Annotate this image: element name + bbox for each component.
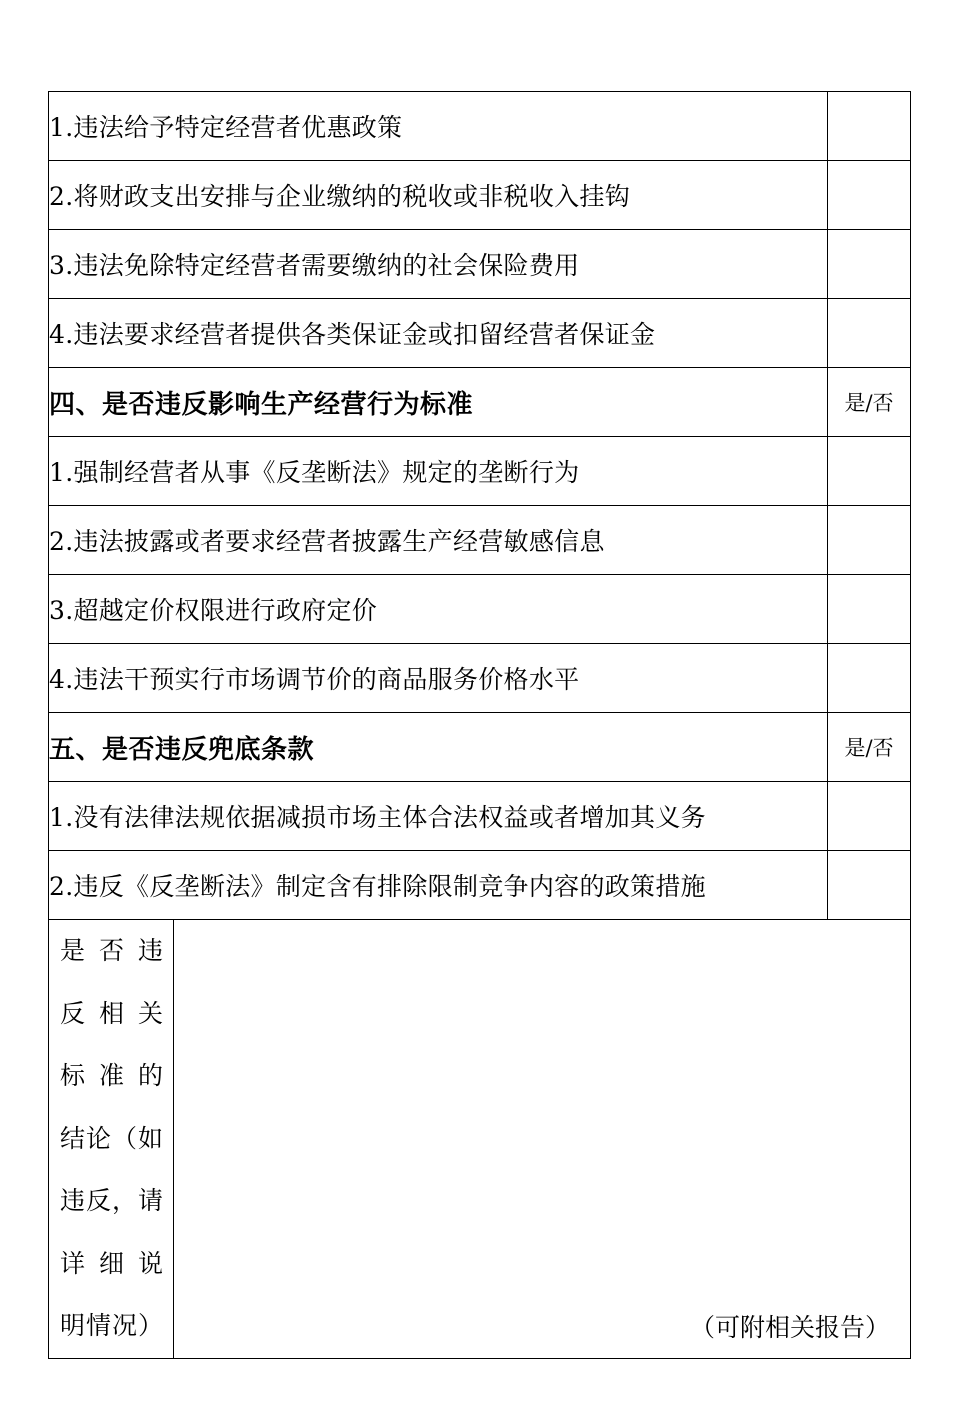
conclusion-label bbox=[49, 920, 174, 1359]
table-row bbox=[49, 782, 911, 851]
section-title: 四、是否违反影响生产经营行为标准 bbox=[49, 368, 828, 437]
answer-cell[interactable] bbox=[828, 782, 911, 851]
criterion-text: 1.没有法律法规依据减损市场主体合法权益或者增加其义务 bbox=[49, 782, 828, 851]
criterion-text: 1.强制经营者从事《反垄断法》规定的垄断行为 bbox=[49, 437, 828, 506]
conclusion-label-line: 标准的 bbox=[60, 1061, 163, 1091]
conclusion-label-line: 结论（如 bbox=[60, 1123, 163, 1153]
conclusion-label-line: 违反，请 bbox=[60, 1186, 163, 1216]
table-row bbox=[49, 644, 911, 713]
answer-cell[interactable] bbox=[828, 644, 911, 713]
answer-cell[interactable] bbox=[828, 506, 911, 575]
table-row bbox=[49, 575, 911, 644]
answer-cell[interactable] bbox=[828, 851, 911, 920]
answer-cell[interactable] bbox=[828, 161, 911, 230]
conclusion-label-line: 是否违 bbox=[60, 936, 163, 966]
conclusion-input-area[interactable] bbox=[174, 920, 911, 1359]
table-row bbox=[49, 299, 911, 368]
section-header-row bbox=[49, 368, 911, 437]
yes-no-label: 是/否 bbox=[828, 368, 911, 437]
section-title: 五、是否违反兜底条款 bbox=[49, 713, 828, 782]
answer-cell[interactable] bbox=[828, 299, 911, 368]
criterion-text: 3.超越定价权限进行政府定价 bbox=[49, 575, 828, 644]
answer-cell[interactable] bbox=[828, 230, 911, 299]
conclusion-label-line: 明情况） bbox=[60, 1311, 163, 1341]
answer-cell[interactable] bbox=[828, 437, 911, 506]
criterion-text: 2.违法披露或者要求经营者披露生产经营敏感信息 bbox=[49, 506, 828, 575]
table-row bbox=[49, 506, 911, 575]
review-checklist-table bbox=[48, 91, 911, 1359]
table-row bbox=[49, 851, 911, 920]
criterion-text: 4.违法干预实行市场调节价的商品服务价格水平 bbox=[49, 644, 828, 713]
answer-cell[interactable] bbox=[828, 575, 911, 644]
table-row bbox=[49, 92, 911, 161]
answer-cell[interactable] bbox=[828, 92, 911, 161]
criterion-text: 1.违法给予特定经营者优惠政策 bbox=[49, 92, 828, 161]
criterion-text: 4.违法要求经营者提供各类保证金或扣留经营者保证金 bbox=[49, 299, 828, 368]
table-row bbox=[49, 161, 911, 230]
section-header-row bbox=[49, 713, 911, 782]
table-row bbox=[49, 230, 911, 299]
criterion-text: 2.违反《反垄断法》制定含有排除限制竞争内容的政策措施 bbox=[49, 851, 828, 920]
yes-no-label: 是/否 bbox=[828, 713, 911, 782]
criterion-text: 2.将财政支出安排与企业缴纳的税收或非税收入挂钩 bbox=[49, 161, 828, 230]
criterion-text: 3.违法免除特定经营者需要缴纳的社会保险费用 bbox=[49, 230, 828, 299]
attach-report-note: （可附相关报告） bbox=[690, 1313, 891, 1342]
conclusion-label-line: 反相关 bbox=[60, 998, 163, 1028]
conclusion-row bbox=[49, 920, 911, 1359]
conclusion-label-line: 详细说 bbox=[60, 1248, 163, 1278]
table-row bbox=[49, 437, 911, 506]
